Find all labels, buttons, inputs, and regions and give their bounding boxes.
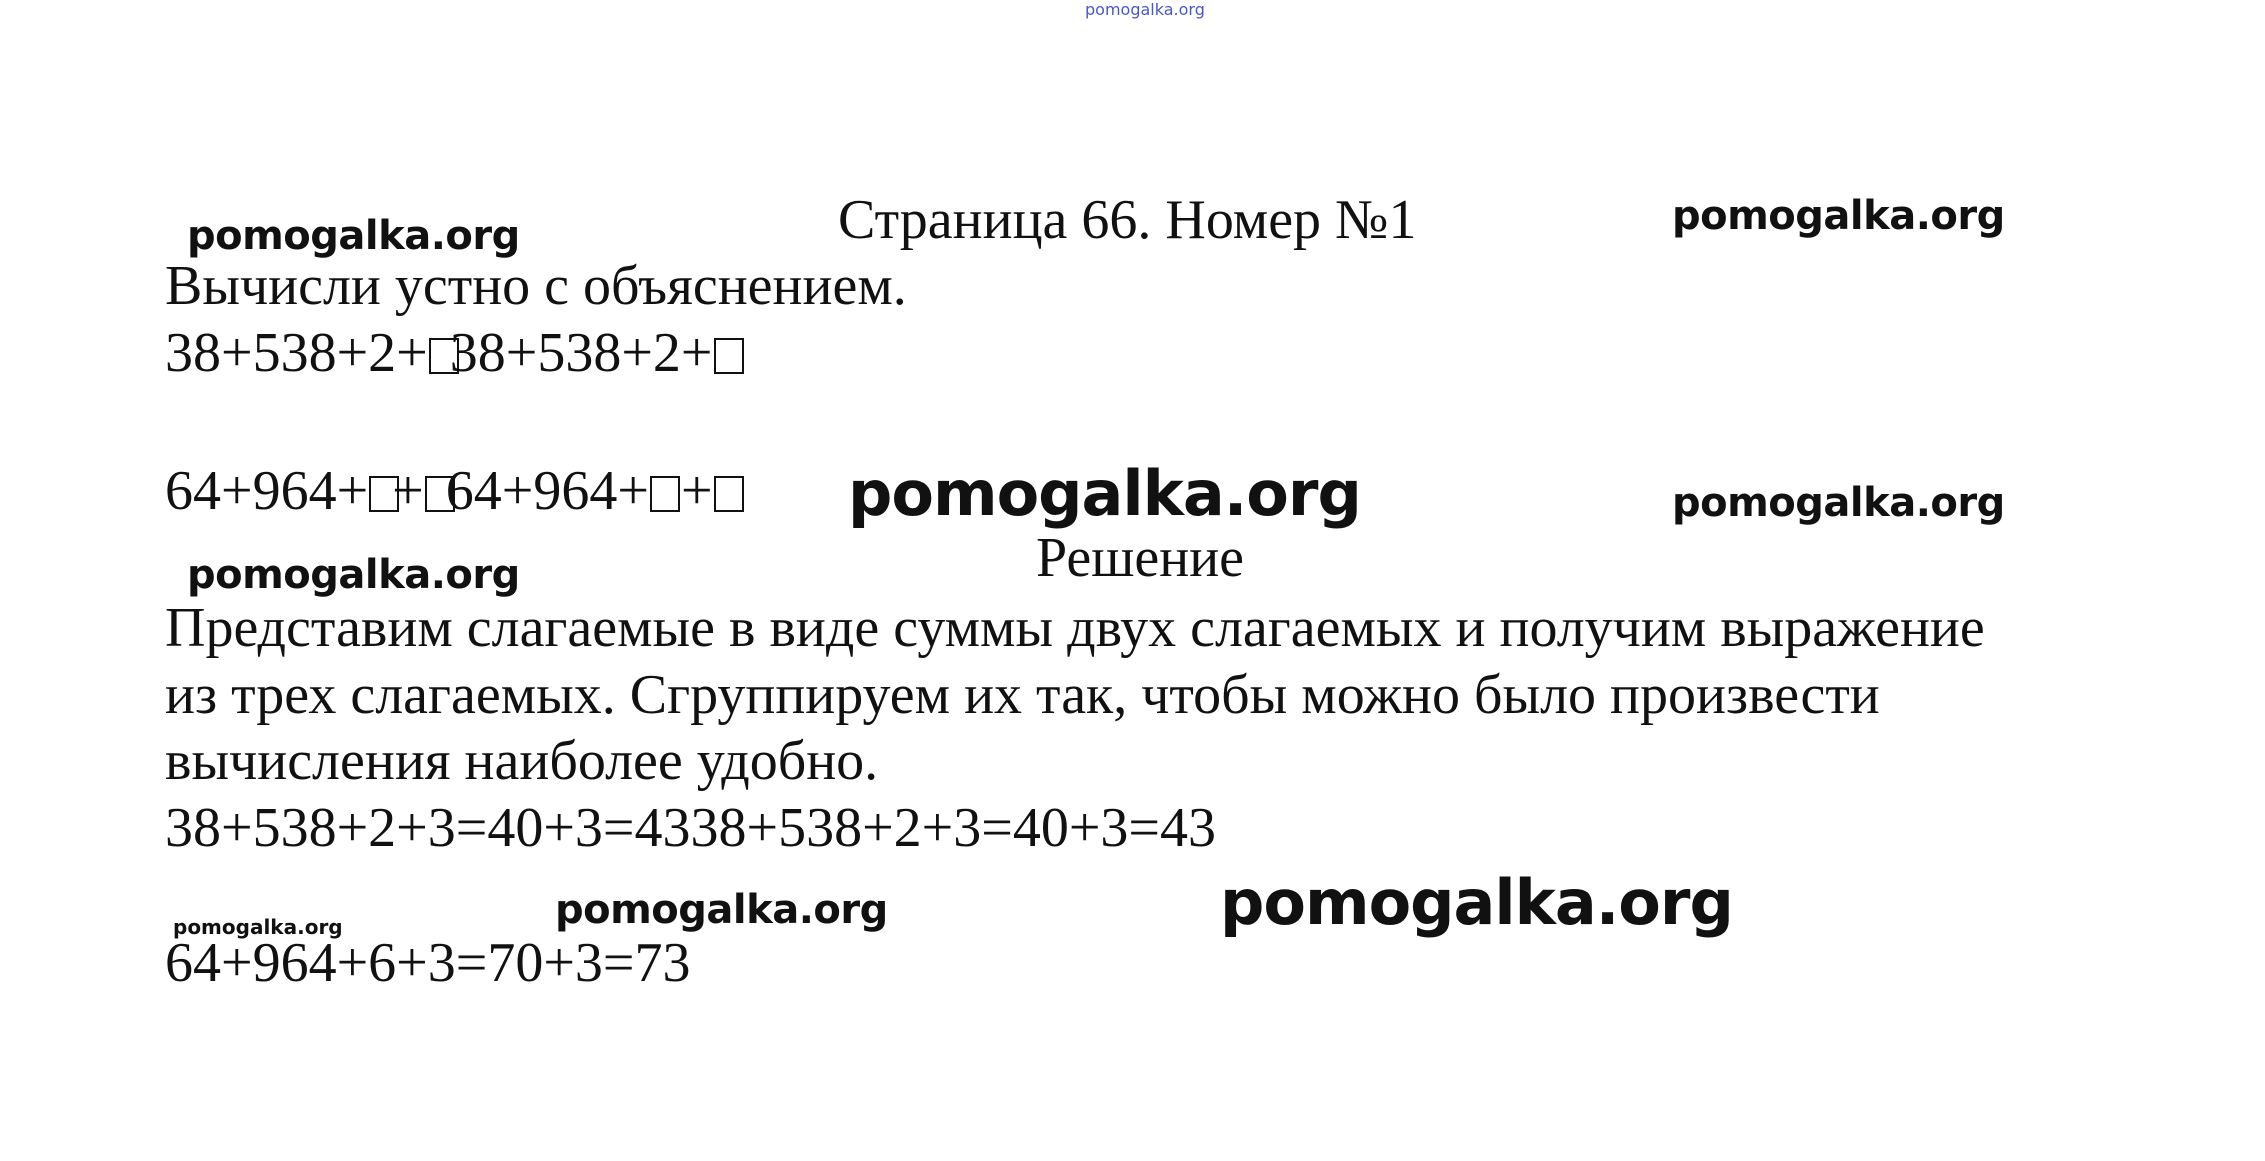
expression-2-part-d: + <box>680 460 713 522</box>
answer-box <box>650 476 680 512</box>
watermark-header-left: pomogalka.org <box>187 213 520 259</box>
task-instruction: Вычисли устно с объяснением. <box>165 255 907 317</box>
solution-paragraph-line-1: Представим слагаемые в виде суммы двух слагаемых и получим выражение <box>165 597 1985 659</box>
solution-answer-1: 38+538+2+3=40+3=4338+538+2+3=40+3=43 <box>165 797 1216 859</box>
solution-paragraph-line-3: вычисления наиболее удобно. <box>165 730 879 792</box>
watermark-bottom-large: pomogalka.org <box>1220 866 1733 939</box>
watermark-top: pomogalka.org <box>1085 0 1205 19</box>
answer-box <box>714 476 744 512</box>
expression-1-part-b: 38+538+2+ <box>449 322 713 384</box>
watermark-bottom-mid: pomogalka.org <box>555 887 888 933</box>
watermark-bottom-tiny: pomogalka.org <box>173 915 343 939</box>
watermark-mid-large: pomogalka.org <box>848 457 1361 530</box>
expression-2-part-b: + <box>392 460 424 522</box>
solution-heading: Решение <box>1036 527 1245 589</box>
watermark-solution-left: pomogalka.org <box>187 552 520 598</box>
expression-1-part-a: 38+538+2+ <box>165 322 428 384</box>
answer-box <box>714 338 744 374</box>
watermark-header-right: pomogalka.org <box>1672 193 2005 239</box>
task-expression-2 <box>165 460 745 522</box>
page-title: Страница 66. Номер №1 <box>838 189 1417 251</box>
solution-answer-2: 64+964+6+3=70+3=73 <box>165 932 691 994</box>
solution-paragraph-line-2: из трех слагаемых. Сгруппируем их так, чтобы можно было произвести <box>165 664 1880 726</box>
watermark-mid-right: pomogalka.org <box>1672 480 2005 526</box>
expression-2-part-a: 64+964+ <box>165 460 369 522</box>
task-expression-1 <box>165 322 745 384</box>
expression-2-part-c: 64+964+ <box>445 460 649 522</box>
